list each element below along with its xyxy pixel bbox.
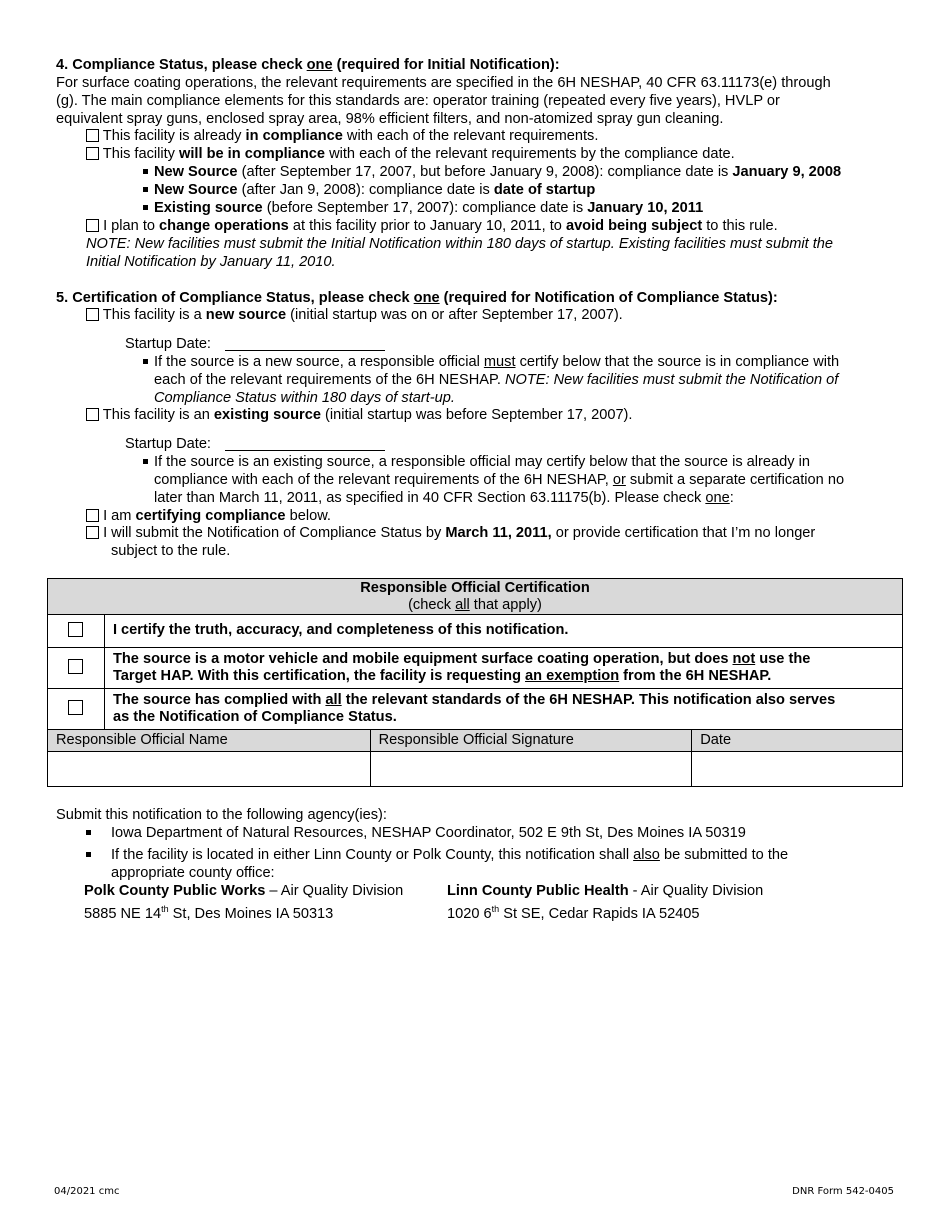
polk-county-office: Polk County Public Works – Air Quality Division [84, 883, 404, 899]
bullet-new-source-startup: New Source (after Jan 9, 2008): compliance date is date of startup [143, 182, 595, 200]
change-operations-checkbox[interactable] [86, 219, 99, 232]
bullet-existing-source: Existing source (before September 17, 2007): compliance date is January 10, 2011 [143, 200, 703, 218]
submit-item-iowa-dnr: Iowa Department of Natural Resources, NESHAP Coordinator, 502 E 9th St, Des Moines IA 50319 [86, 825, 746, 843]
col-official-signature: Responsible Official Signature [370, 730, 692, 752]
section-4-heading: 4. Compliance Status, please check one (required for Initial Notification): [56, 57, 560, 73]
note-line2: Initial Notification by January 11, 2010. [86, 254, 336, 270]
section-4-intro-line3: equivalent spray guns, enclosed spray area, 98% efficient filters, and non-atomized spray gun cleaning. [56, 111, 724, 127]
certifying-compliance-checkbox[interactable] [86, 509, 99, 522]
new-source-bullet-line1: If the source is a new source, a responsible official must certify below that the source is in compliance with [143, 354, 839, 372]
startup-date-field[interactable] [225, 336, 385, 351]
cert-row-truth: I certify the truth, accuracy, and completeness of this notification. [48, 615, 903, 648]
startup-date-field-2[interactable] [225, 436, 385, 451]
option-will-submit: I will submit the Notification of Compliance Status by March 11, 2011, or provide certification that I’m no longer [86, 525, 815, 543]
cert-row-exemption: The source is a motor vehicle and mobile equipment surface coating operation, but does not use the Target HAP. With this certification, the facility is requesting an exemption from the 6H NESHAP. [48, 648, 903, 689]
submit-item-county-line1: If the facility is located in either Linn County or Polk County, this notification shall also be submitted to the [86, 847, 788, 865]
col-official-name: Responsible Official Name [48, 730, 371, 752]
certification-table [47, 578, 903, 787]
submit-item-county-line2: appropriate county office: [111, 865, 275, 881]
submit-intro: Submit this notification to the following agency(ies): [56, 807, 387, 823]
option-will-be-in-compliance: This facility will be in compliance with each of the relevant requirements by the compliance date. [86, 146, 735, 164]
new-source-bullet-line2: each of the relevant requirements of the 6H NESHAP. NOTE: New facilities must submit the Notification of [154, 372, 839, 388]
option-existing-source: This facility is an existing source (initial startup was before September 17, 2007). [86, 407, 632, 425]
cert-complied-checkbox[interactable] [68, 700, 83, 715]
will-be-in-compliance-checkbox[interactable] [86, 147, 99, 160]
footer-form-number: DNR Form 542-0405 [792, 1186, 894, 1197]
new-source-bullet-line3: Compliance Status within 180 days of start-up. [154, 390, 455, 406]
option-change-operations: I plan to change operations at this facility prior to January 10, 2011, to avoid being subject to this rule. [86, 218, 778, 236]
will-submit-line2: subject to the rule. [111, 543, 231, 559]
section-5-heading: 5. Certification of Compliance Status, please check one (required for Notification of Compliance Status): [56, 290, 778, 306]
section-4-intro-line2: (g). The main compliance elements for this standards are: operator training (repeated every five years), HVLP or [56, 93, 780, 109]
option-new-source: This facility is a new source (initial startup was on or after September 17, 2007). [86, 307, 623, 325]
linn-county-address: 1020 6th St SE, Cedar Rapids IA 52405 [447, 904, 700, 922]
new-source-startup-date: Startup Date: [125, 336, 385, 354]
section-4-intro-line1: For surface coating operations, the relevant requirements are specified in the 6H NESHAP, 40 CFR 63.11173(e) through [56, 75, 831, 91]
official-signature-field[interactable] [370, 752, 692, 787]
cert-truth-checkbox[interactable] [68, 622, 83, 637]
will-submit-checkbox[interactable] [86, 526, 99, 539]
polk-county-address: 5885 NE 14th St, Des Moines IA 50313 [84, 904, 334, 922]
col-date: Date [692, 730, 903, 752]
in-compliance-checkbox[interactable] [86, 129, 99, 142]
cert-exemption-checkbox[interactable] [68, 659, 83, 674]
option-in-compliance: This facility is already in compliance with each of the relevant requirements. [86, 128, 598, 146]
existing-source-checkbox[interactable] [86, 408, 99, 421]
cert-row-complied: The source has complied with all the relevant standards of the 6H NESHAP. This notification also serves as the Notification of Compliance Status. [48, 689, 903, 730]
existing-bullet-line1: If the source is an existing source, a responsible official may certify below that the source is already in [143, 454, 810, 472]
option-certifying-compliance: I am certifying compliance below. [86, 508, 331, 526]
note-line1: NOTE: New facilities must submit the Initial Notification within 180 days of startup. Existing facilities must submit the [86, 236, 834, 252]
official-name-field[interactable] [48, 752, 371, 787]
footer-date: 04/2021 cmc [54, 1186, 120, 1197]
existing-bullet-line3: later than March 11, 2011, as specified in 40 CFR Section 63.11175(b). Please check one: [154, 490, 734, 506]
linn-county-office: Linn County Public Health - Air Quality Division [447, 883, 764, 899]
existing-bullet-line2: compliance with each of the relevant requirements of the 6H NESHAP, or submit a separate certification no [154, 472, 845, 488]
certification-table-header: Responsible Official Certification (check all that apply) [48, 579, 903, 615]
bullet-new-source-2008: New Source (after September 17, 2007, but before January 9, 2008): compliance date is January 9, 2008 [143, 164, 841, 182]
date-field[interactable] [692, 752, 903, 787]
new-source-checkbox[interactable] [86, 308, 99, 321]
existing-source-startup-date: Startup Date: [125, 436, 385, 454]
